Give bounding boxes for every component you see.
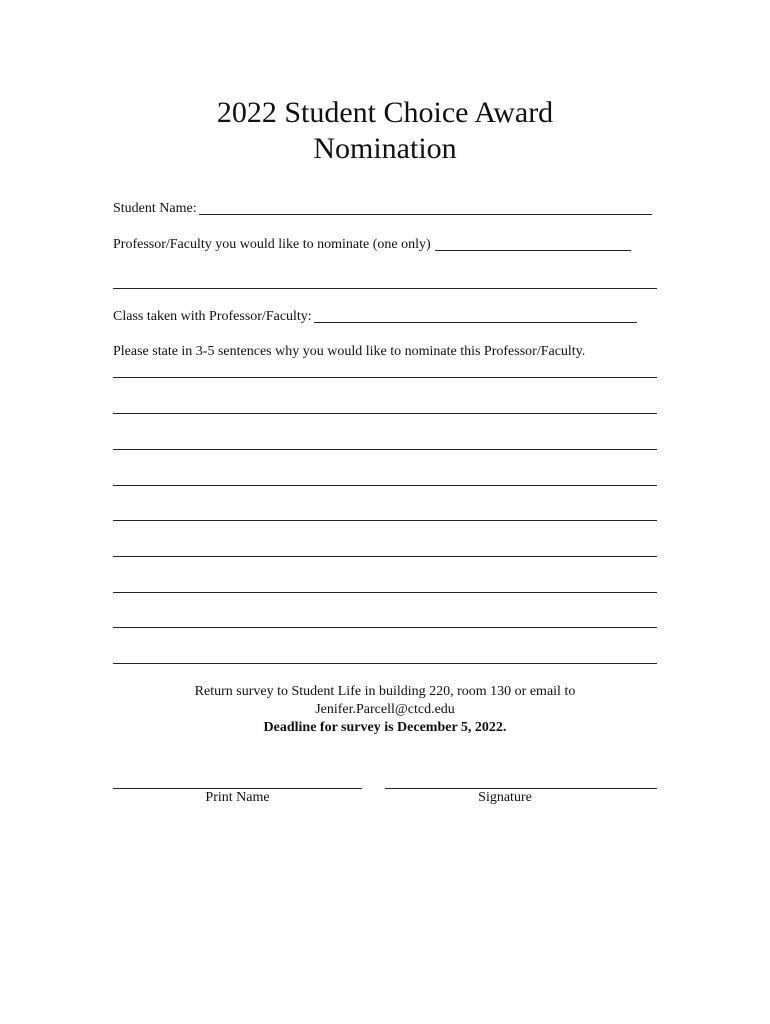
title-line-1: 2022 Student Choice Award — [216, 96, 554, 129]
signature-field[interactable] — [385, 788, 657, 789]
contact-email: Jenifer.Parcell@ctcd.edu — [315, 702, 455, 717]
answer-line-6[interactable] — [113, 556, 657, 557]
answer-line-7[interactable] — [113, 592, 657, 593]
answer-line-1[interactable] — [113, 377, 657, 378]
student-name-field[interactable] — [199, 214, 652, 215]
professor-field-continuation[interactable] — [113, 288, 657, 289]
class-field[interactable] — [314, 322, 637, 323]
signature-label: Signature — [478, 790, 532, 805]
return-instructions-block — [0, 683, 770, 737]
class-label: Class taken with Professor/Faculty: — [113, 309, 312, 324]
deadline-text: Deadline for survey is December 5, 2022. — [263, 720, 507, 735]
return-instructions: Return survey to Student Life in building 220, room 130 or email to — [194, 684, 576, 699]
answer-line-2[interactable] — [113, 413, 657, 414]
professor-row — [113, 237, 631, 253]
reason-prompt: Please state in 3-5 sentences why you would like to nominate this Professor/Faculty. — [113, 344, 586, 359]
answer-line-8[interactable] — [113, 627, 657, 628]
title-line-2: Nomination — [313, 132, 457, 165]
print-name-label: Print Name — [205, 790, 270, 805]
form-title — [0, 95, 770, 167]
print-name-field[interactable] — [113, 788, 362, 789]
answer-line-4[interactable] — [113, 485, 657, 486]
professor-field[interactable] — [435, 250, 631, 251]
answer-line-3[interactable] — [113, 449, 657, 450]
class-row — [113, 309, 637, 325]
professor-label: Professor/Faculty you would like to nominate (one only) — [113, 237, 431, 252]
answer-line-9[interactable] — [113, 663, 657, 664]
student-name-row — [113, 201, 652, 217]
student-name-label: Student Name: — [113, 201, 197, 216]
answer-line-5[interactable] — [113, 520, 657, 521]
